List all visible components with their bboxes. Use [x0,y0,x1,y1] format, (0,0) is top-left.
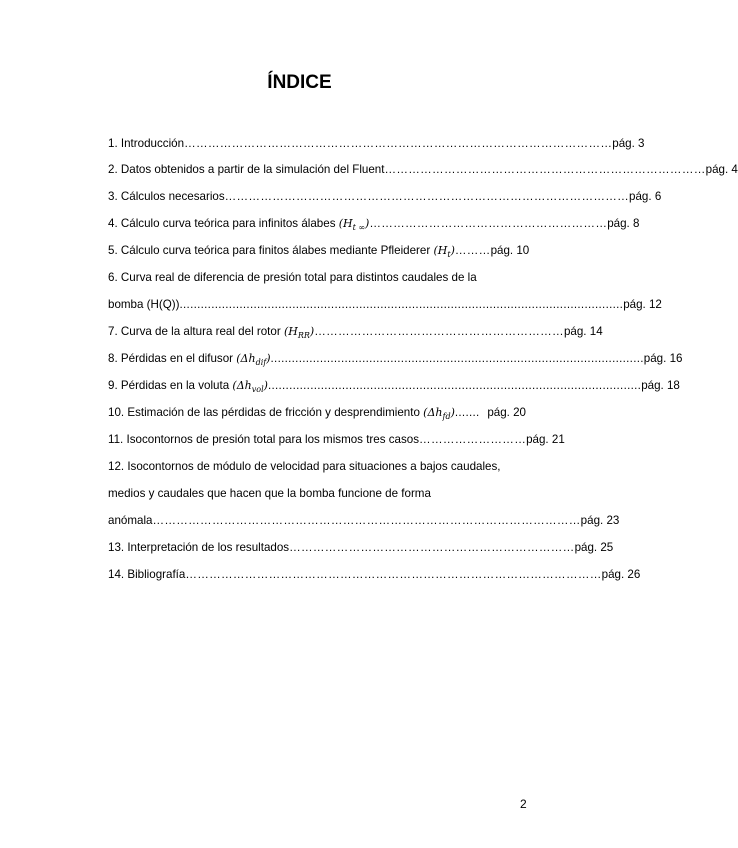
toc-entry-text: anómala [108,514,153,527]
toc-entry-text: 11. Isocontornos de presión total para los mismos tres casos [108,433,420,446]
toc-entry-math: $(H_{t \infty})$ [338,217,370,233]
toc-entry-2[interactable] [108,162,738,178]
toc-entry-6-line1[interactable] [108,270,526,286]
toc-entry-10[interactable] [108,405,526,425]
toc-entry-9[interactable] [108,378,680,398]
toc-page: pág. 4 [705,163,738,176]
toc-entry-text: 12. Isocontornos de módulo de velocidad para situaciones a bajos caudales, [108,460,501,473]
toc-entry-math: $(\Delta h_{vol})$ [232,379,268,395]
toc-page: pág. 16 [643,352,683,365]
toc-leader: ....... [454,406,480,419]
toc-entry-text: 2. Datos obtenidos a partir de la simulación del Fluent [108,163,385,176]
toc-entry-math: $(H_{RR})$ [283,325,315,341]
toc-leader: ……………………………………………………………………………………………… [184,137,613,150]
page-title: ÍNDICE [267,72,332,93]
toc-leader: .......................................................................................................... [267,379,642,392]
toc-entry-6[interactable] [108,297,662,313]
toc-entry-text: 5. Cálculo curva teórica para finitos álabes mediante Pfleiderer [108,244,431,257]
toc-page: pág. 20 [487,406,526,419]
toc-entry-text: 8. Pérdidas en el difusor [108,352,234,365]
toc-entry-text: 3. Cálculos necesarios [108,190,225,203]
toc-entry-14[interactable] [108,567,641,583]
toc-entry-text: 9. Pérdidas en la voluta [108,379,230,392]
toc-page: pág. 25 [574,541,614,554]
toc-leader: ……………………… [419,433,527,446]
toc-page: pág. 6 [629,190,662,203]
toc-page: pág. 10 [490,244,530,257]
toc-page: pág. 14 [563,325,603,338]
toc-entry-1[interactable] [108,136,645,152]
toc-entry-math: $(\Delta h_{dif})$ [236,352,271,368]
toc-page: pág. 8 [607,217,640,230]
toc-entry-text: 14. Bibliografía [108,568,186,581]
toc-entry-4[interactable] [108,216,640,236]
toc-entry-text: bomba (H(Q)) [108,298,180,311]
toc-entry-math: $(H_t)$ [433,244,455,260]
toc-page: pág. 21 [526,433,565,446]
toc-entry-math: $(\Delta h_{fd})$ [423,406,455,422]
toc-entry-text: 6. Curva real de diferencia de presión total para distintos caudales de la [108,271,477,284]
toc-entry-3[interactable] [108,189,662,205]
toc-entry-8[interactable] [108,351,683,371]
toc-entry-7[interactable] [108,324,603,344]
toc-leader: .......................................................................................................... [270,352,644,365]
toc-leader: ……………………………………………………… [314,325,564,338]
toc-entry-text: 13. Interpretación de los resultados [108,541,290,554]
toc-entry-11[interactable] [108,432,565,448]
toc-leader: …………………………………………………………………………………………… [185,568,602,581]
toc-entry-12[interactable] [108,513,620,529]
toc-entry-text: 10. Estimación de las pérdidas de fricción y desprendimiento [108,406,420,419]
toc-entry-5[interactable] [108,243,530,263]
toc-entry-text: medios y caudales que hacen que la bomba funcione de forma [108,487,431,500]
toc-entry-text: 4. Cálculo curva teórica para infinitos álabes [108,217,336,230]
toc-entry-text: 1. Introducción [108,137,185,150]
toc-leader: ……………………………………………………………………… [384,163,706,176]
toc-leader: ……………………………………………………………… [289,541,575,554]
page-number: 2 [520,797,527,811]
toc-leader: …………………………………………………… [369,217,608,230]
toc-entry-text: 7. Curva de la altura real del rotor [108,325,281,338]
toc-entry-12-line1[interactable] [108,459,526,475]
toc-leader: .............................................................................................................................. [179,298,624,311]
toc-leader: ……………………………………………………………………………………………… [152,514,581,527]
toc-leader: ……… [454,244,491,257]
toc-page: pág. 3 [612,137,645,150]
toc-entry-13[interactable] [108,540,614,556]
toc-page: pág. 18 [641,379,680,392]
toc-page: pág. 23 [580,514,620,527]
toc-page: pág. 12 [623,298,662,311]
toc-entry-12-line2[interactable] [108,486,526,502]
toc-page: pág. 26 [601,568,641,581]
toc-leader: ………………………………………………………………………………………… [224,190,630,203]
